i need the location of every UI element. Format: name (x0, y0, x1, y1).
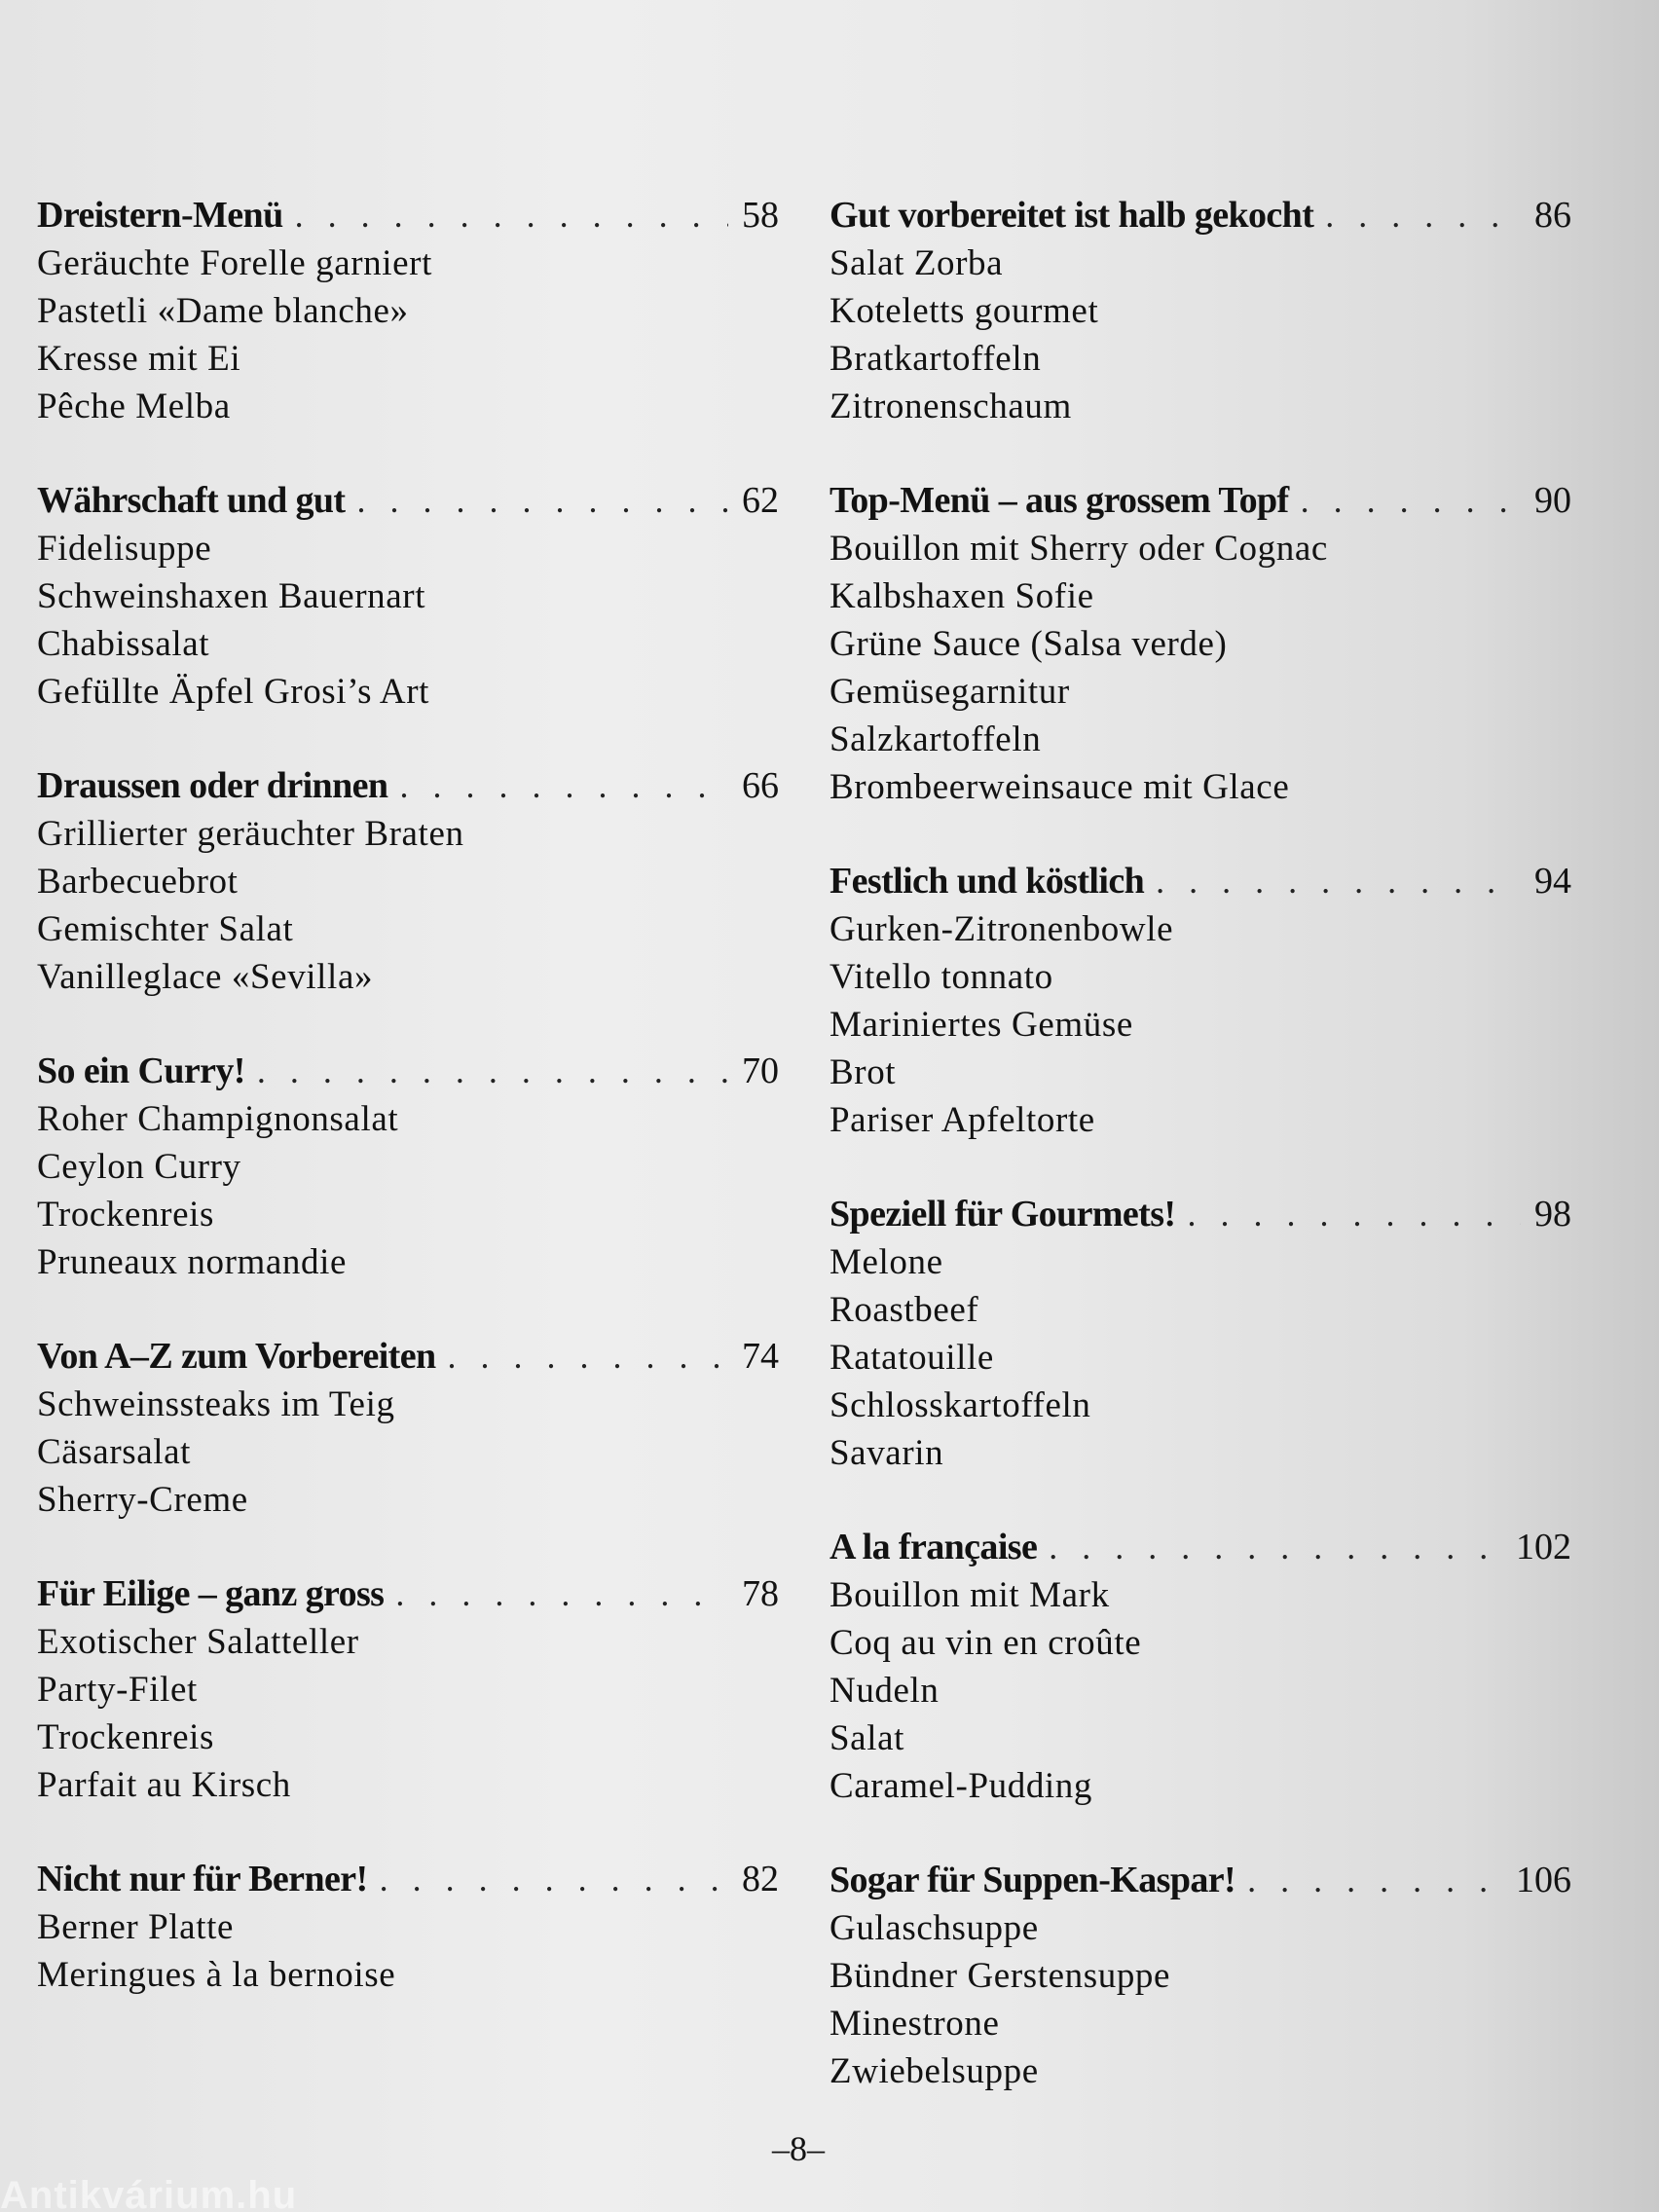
menu-heading (37, 1333, 779, 1381)
dish-item: Bouillon mit Sherry oder Cognac (830, 529, 1328, 569)
menu-section (830, 1857, 1571, 2095)
dot-leader (283, 192, 728, 240)
dish-item: Nudeln (830, 1671, 940, 1711)
dot-leader (346, 477, 729, 525)
dish-item: Salzkartoffeln (830, 719, 1042, 759)
dish-item: Cäsarsalat (37, 1432, 192, 1472)
dish-item: Zitronenschaum (830, 387, 1072, 426)
dish-item: Grillierter geräuchter Braten (37, 814, 464, 854)
menu-heading (37, 1570, 779, 1618)
dish-item: Koteletts gourmet (830, 291, 1099, 331)
menu-section (37, 762, 779, 1001)
menu-heading (830, 1857, 1571, 1904)
menu-title: Festlich und köstlich (830, 861, 1145, 902)
menu-section (37, 1048, 779, 1286)
menu-page-number: 106 (1516, 1860, 1571, 1900)
left-column (37, 192, 779, 2046)
menu-section (37, 1856, 779, 1999)
dish-item: Gefüllte Äpfel Grosi’s Art (37, 672, 429, 712)
dot-leader (1144, 858, 1521, 905)
dish-item: Mariniertes Gemüse (830, 1005, 1133, 1045)
dish-item: Chabissalat (37, 624, 210, 664)
dish-item: Schlosskartoffeln (830, 1385, 1091, 1425)
menu-title: Nicht nur für Berner! (37, 1859, 368, 1899)
menu-page-number: 66 (742, 765, 779, 806)
dish-item: Coq au vin en croûte (830, 1623, 1142, 1663)
dot-leader (1235, 1857, 1502, 1904)
menu-page-number: 82 (742, 1859, 779, 1899)
menu-section (830, 192, 1571, 430)
dish-item: Grüne Sauce (Salsa verde) (830, 624, 1228, 664)
dish-item: Exotischer Salatteller (37, 1622, 359, 1662)
dish-item: Berner Platte (37, 1907, 234, 1947)
menu-section (37, 1333, 779, 1524)
menu-heading (830, 477, 1571, 525)
dot-leader (384, 1570, 728, 1618)
menu-title: Gut vorbereitet ist halb gekocht (830, 195, 1314, 236)
dish-item: Roher Champignonsalat (37, 1099, 399, 1139)
dish-item: Fidelisuppe (37, 529, 212, 569)
dish-item: Pastetli «Dame blanche» (37, 291, 409, 331)
menu-section (830, 1191, 1571, 1477)
dish-item: Kalbshaxen Sofie (830, 576, 1094, 616)
menu-page-number: 78 (742, 1573, 779, 1614)
dish-item: Geräuchte Forelle garniert (37, 243, 432, 283)
menu-section (37, 477, 779, 716)
dish-item: Gemüsegarnitur (830, 672, 1070, 712)
dish-item: Pruneaux normandie (37, 1242, 348, 1282)
dish-item: Vitello tonnato (830, 957, 1053, 997)
menu-title: Für Eilige – ganz gross (37, 1573, 385, 1614)
menu-title: So ein Curry! (37, 1051, 245, 1091)
menu-page-number: 70 (742, 1051, 779, 1091)
menu-section (830, 1524, 1571, 1810)
dot-leader (368, 1856, 728, 1903)
menu-heading (37, 1048, 779, 1095)
dot-leader (1289, 477, 1521, 525)
dot-leader (436, 1333, 728, 1381)
dish-item: Salat (830, 1718, 904, 1758)
menu-page-number: 62 (742, 480, 779, 521)
menu-section (830, 477, 1571, 811)
dot-leader (1037, 1524, 1502, 1571)
menu-page-number: 58 (742, 195, 779, 236)
dish-item: Ratatouille (830, 1338, 994, 1378)
dish-item: Bündner Gerstensuppe (830, 1956, 1171, 1996)
dot-leader (1313, 192, 1521, 240)
menu-title: Dreistern-Menü (37, 195, 283, 236)
dot-leader (387, 762, 728, 810)
menu-heading (830, 192, 1571, 240)
dish-item: Meringues à la bernoise (37, 1955, 396, 1995)
menu-page-number: 74 (742, 1336, 779, 1377)
dish-item: Gulaschsuppe (830, 1908, 1039, 1948)
dish-item: Salat Zorba (830, 243, 1004, 283)
dish-item: Gurken-Zitronenbowle (830, 909, 1174, 949)
menu-title: Währschaft und gut (37, 480, 346, 521)
dot-leader (245, 1048, 728, 1095)
dish-item: Brot (830, 1052, 897, 1092)
menu-title: A la française (830, 1527, 1038, 1567)
dish-item: Schweinssteaks im Teig (37, 1384, 395, 1424)
menu-heading (830, 858, 1571, 905)
menu-heading (37, 477, 779, 525)
dot-leader (1175, 1191, 1521, 1238)
menu-page-number: 90 (1534, 480, 1571, 521)
dish-item: Ceylon Curry (37, 1147, 241, 1187)
dish-item: Zwiebelsuppe (830, 2051, 1039, 2091)
dish-item: Barbecuebrot (37, 862, 239, 902)
menu-page-number: 94 (1534, 861, 1571, 902)
menu-page-number: 98 (1534, 1194, 1571, 1235)
menu-heading (830, 1524, 1571, 1571)
dish-item: Trockenreis (37, 1717, 214, 1757)
dish-item: Bouillon mit Mark (830, 1575, 1110, 1615)
menu-heading (37, 762, 779, 810)
dish-item: Kresse mit Ei (37, 339, 241, 379)
menu-section (37, 192, 779, 430)
dish-item: Gemischter Salat (37, 909, 294, 949)
dish-item: Brombeerweinsauce mit Glace (830, 767, 1290, 807)
menu-heading (830, 1191, 1571, 1238)
dish-item: Melone (830, 1242, 943, 1282)
dish-item: Caramel-Pudding (830, 1766, 1093, 1806)
menu-title: Von A–Z zum Vorbereiten (37, 1336, 436, 1377)
dish-item: Trockenreis (37, 1195, 214, 1235)
watermark-logo: Antikvárium.hu (0, 2174, 298, 2212)
menu-section (830, 858, 1571, 1144)
dish-item: Minestrone (830, 2004, 1000, 2044)
dish-item: Sherry-Creme (37, 1480, 248, 1520)
dish-item: Pariser Apfeltorte (830, 1100, 1095, 1140)
menu-heading (37, 192, 779, 240)
dish-item: Schweinshaxen Bauernart (37, 576, 426, 616)
dish-item: Bratkartoffeln (830, 339, 1042, 379)
menu-page-number: 102 (1516, 1527, 1571, 1567)
menu-title: Draussen oder drinnen (37, 765, 388, 806)
menu-heading (37, 1856, 779, 1903)
page-number: –8– (772, 2129, 825, 2168)
dish-item: Vanilleglace «Sevilla» (37, 957, 374, 997)
dish-item: Pêche Melba (37, 387, 231, 426)
menu-title: Sogar für Suppen-Kaspar! (830, 1860, 1236, 1900)
menu-title: Speziell für Gourmets! (830, 1194, 1176, 1235)
dish-item: Party-Filet (37, 1670, 198, 1710)
right-column (830, 192, 1571, 2142)
dish-item: Parfait au Kirsch (37, 1765, 291, 1805)
dish-item: Roastbeef (830, 1290, 979, 1330)
menu-title: Top-Menü – aus grossem Topf (830, 480, 1289, 521)
menu-section (37, 1570, 779, 1809)
dish-item: Savarin (830, 1433, 944, 1473)
menu-page-number: 86 (1534, 195, 1571, 236)
